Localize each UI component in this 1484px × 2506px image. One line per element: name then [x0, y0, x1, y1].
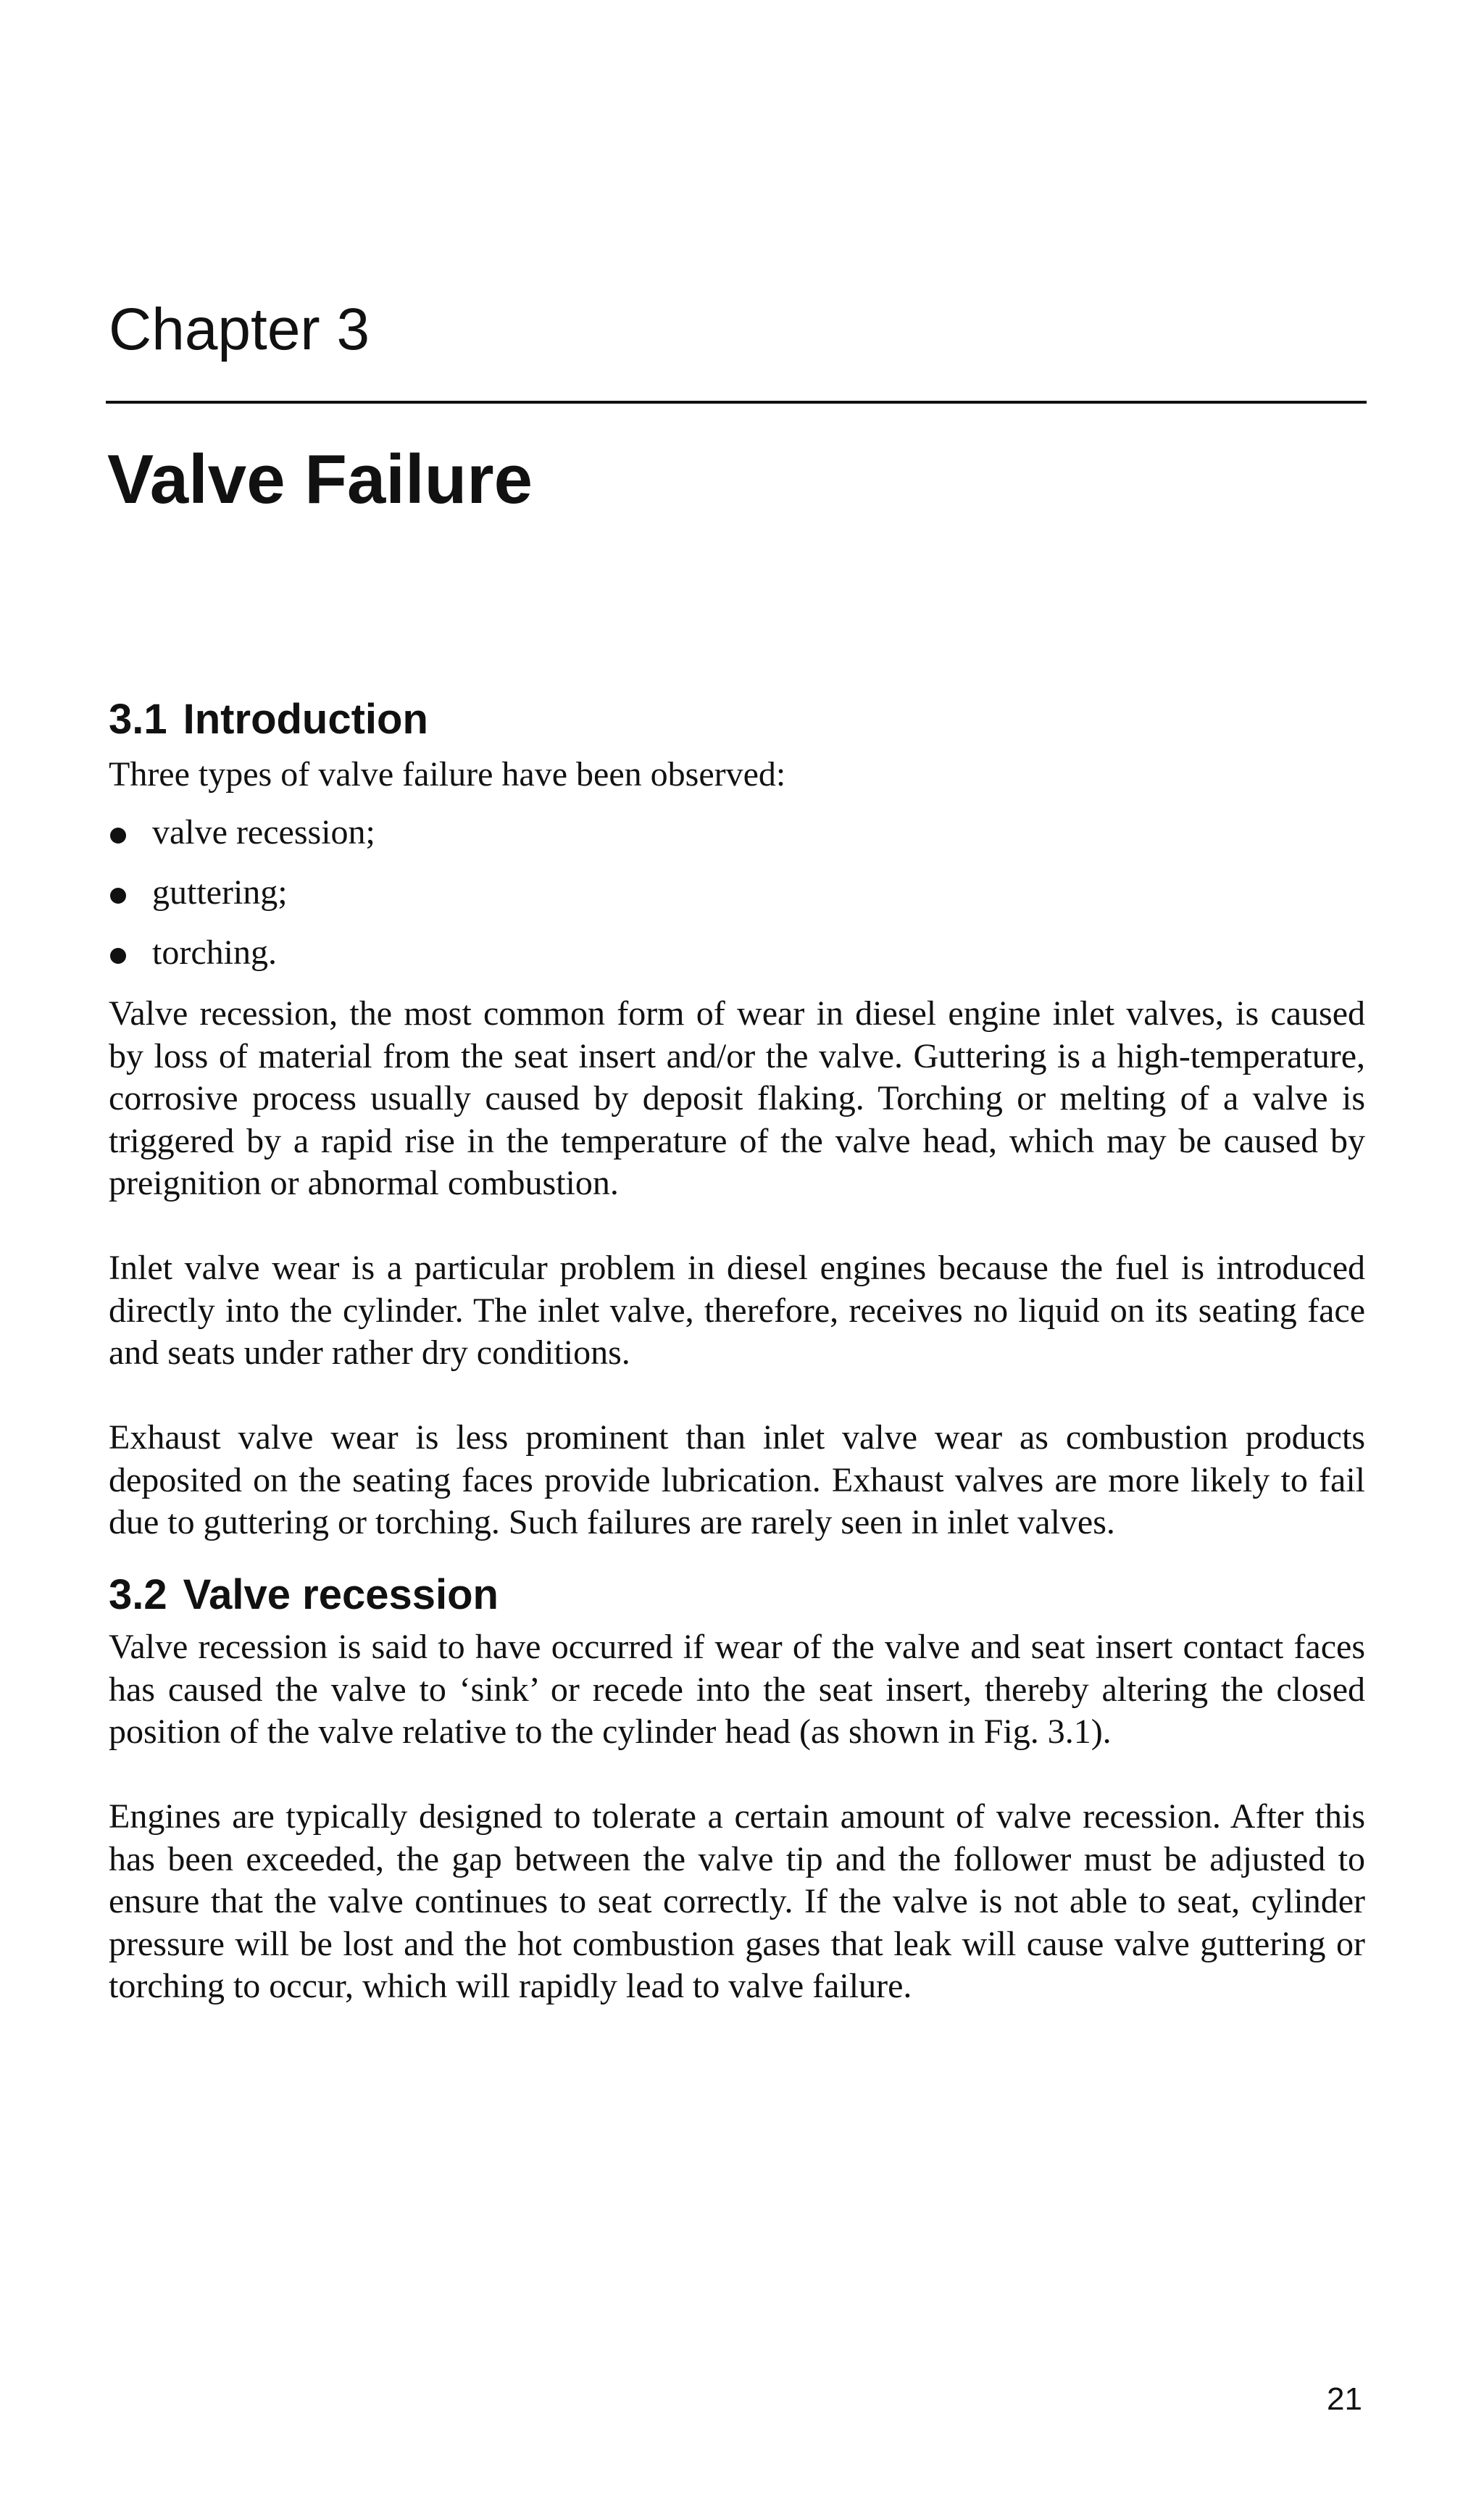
list-item	[109, 812, 1341, 854]
paragraph-failure-types: Valve recession, the most common form of wear in diesel engine inlet valves, is caused by loss of material from the seat insert and/or the valve. Guttering is a high-temperature, corrosive process usually caused by deposit flaking. Torching or melting of a valve is triggered by a rapid rise in the temperature of the valve head, which may be caused by preignition or abnormal combustion.	[109, 994, 1365, 1202]
list-item-text: torching.	[152, 933, 277, 972]
bullet-icon	[110, 888, 126, 904]
chapter-divider	[106, 401, 1367, 404]
paragraph-inlet-wear: Inlet valve wear is a particular problem in diesel engines because the fuel is introduced directly into the cylinder. The inlet valve, therefore, receives no liquid on its seating face and seats under rather dry conditions.	[109, 1249, 1365, 1372]
section-title: Introduction	[183, 696, 428, 743]
paragraph-exhaust-wear: Exhaust valve wear is less prominent than inlet valve wear as combustion products deposited on the seating faces provide lubrication. Exhaust valves are more likely to fail due to guttering or torching. Such failures are rarely seen in inlet valves.	[109, 1418, 1365, 1541]
intro-sentence: Three types of valve failure have been observed:	[109, 755, 786, 794]
bullet-icon	[110, 948, 126, 964]
failure-types-list	[109, 812, 1341, 992]
section-number: 3.2	[109, 1571, 167, 1618]
chapter-title: Valve Failure	[107, 441, 533, 518]
list-item	[109, 932, 1341, 974]
section-heading-introduction	[109, 694, 428, 746]
section-number: 3.1	[109, 696, 167, 743]
page-number: 21	[1327, 2381, 1362, 2417]
list-item-text: guttering;	[152, 873, 288, 912]
paragraph-recession-tolerance: Engines are typically designed to tolerate a certain amount of valve recession. After this has been exceeded, the gap between the valve tip and the follower must be adjusted to ensure that the valve continues to seat correctly. If the valve is not able to seat, cylinder pressure will be lost and the hot combustion gases that leak will cause valve guttering or torching to occur, which will rapidly lead to valve failure.	[109, 1797, 1365, 2005]
section-heading-valve-recession	[109, 1569, 499, 1621]
paragraph-recession-definition: Valve recession is said to have occurred if wear of the valve and seat insert contact faces has caused the valve to ‘sink’ or recede into the seat insert, thereby altering the closed position of the valve relative to the cylinder head (as shown in Fig. 3.1).	[109, 1628, 1365, 1751]
section-title: Valve recession	[183, 1571, 499, 1618]
chapter-label: Chapter 3	[109, 296, 370, 362]
bullet-icon	[110, 828, 126, 844]
list-item	[109, 872, 1341, 914]
list-item-text: valve recession;	[152, 813, 375, 852]
